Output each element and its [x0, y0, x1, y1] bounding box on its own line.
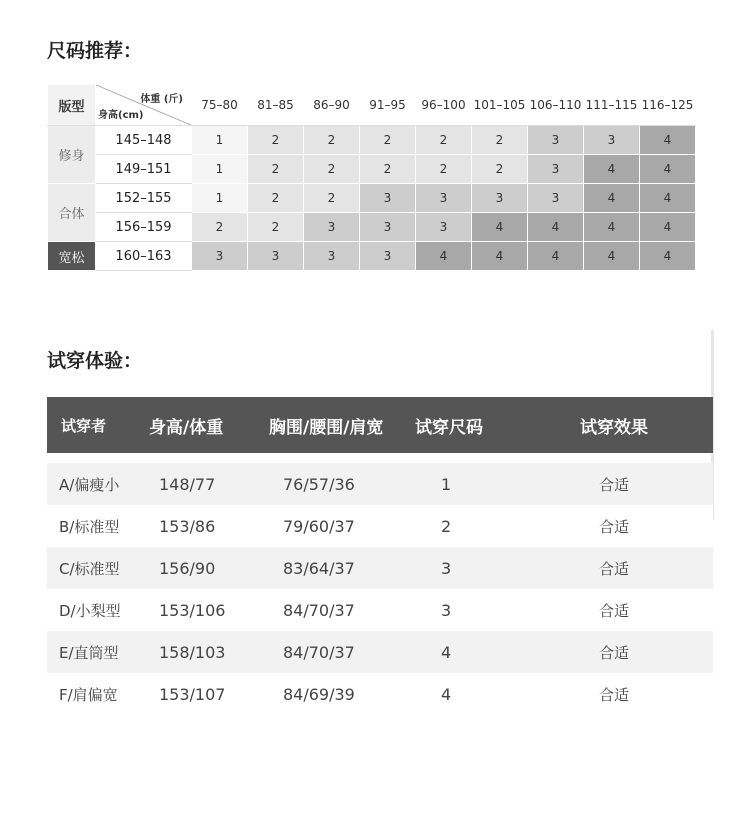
size-cell: 3 — [304, 242, 360, 271]
size-cell: 3 — [528, 155, 584, 184]
type-header: 版型 — [48, 85, 96, 126]
size-cell: 4 — [640, 126, 696, 155]
try-size: 4 — [415, 673, 515, 715]
height-range: 156–159 — [96, 213, 192, 242]
size-cell: 2 — [360, 126, 416, 155]
size-cell: 2 — [360, 155, 416, 184]
weight-header: 体重 (斤) — [140, 94, 183, 105]
tester-row — [47, 463, 713, 505]
height-weight: 153/86 — [149, 505, 269, 547]
weight-range: 111–115 — [584, 85, 640, 126]
size-cell: 3 — [472, 184, 528, 213]
size-cell: 1 — [192, 126, 248, 155]
size-cell: 4 — [640, 242, 696, 271]
weight-range: 116–125 — [640, 85, 696, 126]
try-size: 2 — [415, 505, 515, 547]
size-row — [48, 184, 696, 213]
size-row — [48, 242, 696, 271]
size-cell: 2 — [304, 126, 360, 155]
size-cell: 2 — [192, 213, 248, 242]
try-effect: 合适 — [515, 631, 713, 673]
diagonal-header — [96, 85, 192, 126]
weight-range: 86–90 — [304, 85, 360, 126]
size-cell: 4 — [416, 242, 472, 271]
tester-name: E/直筒型 — [47, 631, 149, 673]
size-cell: 4 — [472, 242, 528, 271]
try-effect: 合适 — [515, 673, 713, 715]
size-cell: 3 — [528, 126, 584, 155]
measurements: 79/60/37 — [269, 505, 415, 547]
tester-name: C/标准型 — [47, 547, 149, 589]
height-header: 身高(cm) — [98, 110, 144, 121]
size-row — [48, 155, 696, 184]
weight-range: 91–95 — [360, 85, 416, 126]
try-on-table — [47, 397, 713, 715]
size-cell: 4 — [528, 213, 584, 242]
height-range: 149–151 — [96, 155, 192, 184]
measurements: 84/70/37 — [269, 589, 415, 631]
header-tester: 试穿者 — [47, 397, 149, 453]
size-header-row — [48, 85, 696, 126]
size-cell: 3 — [360, 184, 416, 213]
try-section-title: 试穿体验： — [47, 350, 143, 372]
size-cell: 4 — [640, 184, 696, 213]
tester-row — [47, 589, 713, 631]
size-cell: 4 — [584, 155, 640, 184]
height-weight: 156/90 — [149, 547, 269, 589]
tester-row — [47, 631, 713, 673]
try-size: 1 — [415, 463, 515, 505]
size-cell: 3 — [584, 126, 640, 155]
height-weight: 153/107 — [149, 673, 269, 715]
weight-range: 101–105 — [472, 85, 528, 126]
measurements: 76/57/36 — [269, 463, 415, 505]
tester-name: F/肩偏宽 — [47, 673, 149, 715]
size-cell: 3 — [304, 213, 360, 242]
try-effect: 合适 — [515, 463, 713, 505]
size-row — [48, 126, 696, 155]
try-header-row — [47, 397, 713, 453]
size-cell: 2 — [472, 126, 528, 155]
weight-range: 75–80 — [192, 85, 248, 126]
size-recommendation-table — [47, 84, 696, 271]
tester-name: B/标准型 — [47, 505, 149, 547]
tester-row — [47, 673, 713, 715]
tester-name: A/偏瘦小 — [47, 463, 149, 505]
size-cell: 2 — [248, 126, 304, 155]
try-effect: 合适 — [515, 589, 713, 631]
measurements: 83/64/37 — [269, 547, 415, 589]
header-measurements: 胸围/腰围/肩宽 — [269, 397, 415, 453]
size-cell: 4 — [584, 242, 640, 271]
size-cell: 3 — [528, 184, 584, 213]
measurements: 84/70/37 — [269, 631, 415, 673]
size-cell: 2 — [472, 155, 528, 184]
height-weight: 158/103 — [149, 631, 269, 673]
header-height-weight: 身高/体重 — [149, 397, 269, 453]
try-effect: 合适 — [515, 505, 713, 547]
size-cell: 2 — [248, 184, 304, 213]
height-range: 152–155 — [96, 184, 192, 213]
size-cell: 4 — [472, 213, 528, 242]
size-cell: 2 — [304, 184, 360, 213]
size-cell: 2 — [416, 155, 472, 184]
size-cell: 4 — [584, 184, 640, 213]
type-slim: 修身 — [48, 126, 96, 184]
try-size: 4 — [415, 631, 515, 673]
size-cell: 1 — [192, 155, 248, 184]
weight-range: 96–100 — [416, 85, 472, 126]
size-cell: 3 — [248, 242, 304, 271]
header-try-size: 试穿尺码 — [415, 397, 515, 453]
tester-row — [47, 547, 713, 589]
size-cell: 3 — [360, 213, 416, 242]
size-cell: 4 — [640, 213, 696, 242]
height-range: 145–148 — [96, 126, 192, 155]
size-cell: 4 — [584, 213, 640, 242]
size-cell: 3 — [360, 242, 416, 271]
size-cell: 4 — [528, 242, 584, 271]
measurements: 84/69/39 — [269, 673, 415, 715]
header-try-effect: 试穿效果 — [515, 397, 713, 453]
size-cell: 3 — [192, 242, 248, 271]
tester-name: D/小梨型 — [47, 589, 149, 631]
size-cell: 3 — [416, 213, 472, 242]
size-cell: 3 — [416, 184, 472, 213]
weight-range: 81–85 — [248, 85, 304, 126]
size-cell: 4 — [640, 155, 696, 184]
size-cell: 2 — [304, 155, 360, 184]
size-cell: 1 — [192, 184, 248, 213]
size-section-title: 尺码推荐： — [47, 40, 143, 62]
type-fit: 合体 — [48, 184, 96, 242]
try-effect: 合适 — [515, 547, 713, 589]
type-loose: 宽松 — [48, 242, 96, 271]
size-cell: 2 — [416, 126, 472, 155]
height-weight: 153/106 — [149, 589, 269, 631]
size-row — [48, 213, 696, 242]
try-size: 3 — [415, 547, 515, 589]
height-weight: 148/77 — [149, 463, 269, 505]
try-size: 3 — [415, 589, 515, 631]
size-cell: 2 — [248, 155, 304, 184]
size-cell: 2 — [248, 213, 304, 242]
tester-row — [47, 505, 713, 547]
height-range: 160–163 — [96, 242, 192, 271]
weight-range: 106–110 — [528, 85, 584, 126]
